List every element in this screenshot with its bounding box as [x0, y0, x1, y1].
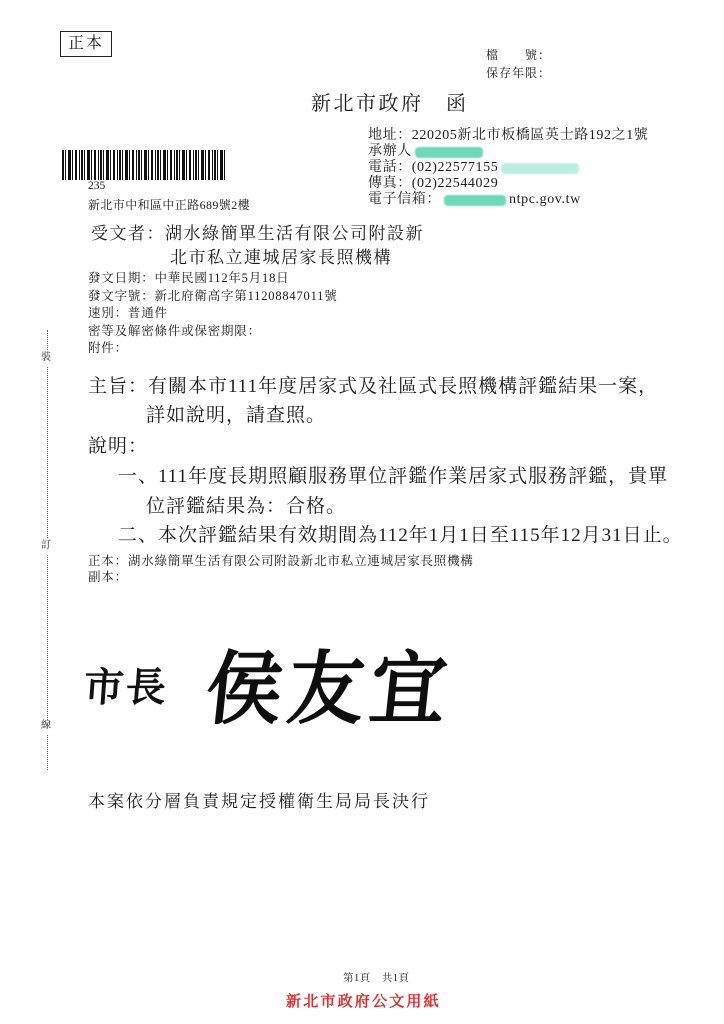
item-text: 本次評鑑結果有效期間為112年1月1日至115年12月31日止。	[158, 525, 683, 546]
document-title: 新北市政府 函	[311, 93, 469, 115]
file-number-label: 檔 號：	[486, 48, 552, 62]
address-line	[368, 128, 648, 144]
item-number: 一、	[118, 466, 159, 487]
redaction-mark	[415, 147, 483, 158]
phone-line	[368, 160, 648, 176]
explanation-label: 說明：	[88, 436, 149, 457]
binding-mark: 訂	[41, 538, 51, 554]
subject-text-1: 有關本市111年度居家式及社區式長照機構評鑑結果一案，	[148, 376, 659, 397]
binding-mark: 線	[41, 718, 51, 734]
binding-mark: 裝	[41, 350, 51, 366]
explanation-item-2	[118, 520, 683, 547]
confidentiality: 密等及解密條件或保密期限：	[88, 323, 261, 338]
contact-block	[368, 128, 648, 208]
delegation-note: 本案依分層負責規定授權衛生局局長決行	[88, 792, 430, 811]
item-text: 111年度長期照顧服務單位評鑑作業居家式服務評鑑，貴單	[158, 466, 669, 487]
document-number: 發文字號：新北府衛高字第11208847011號	[88, 288, 338, 303]
mailing-postcode: 235	[88, 180, 106, 192]
recipient-label: 受文者：	[91, 224, 165, 243]
explanation-item-1	[118, 461, 668, 488]
email-label: 電子信箱：	[368, 192, 441, 207]
subject-line-1	[88, 371, 658, 398]
issue-date: 發文日期：中華民國112年5月18日	[88, 271, 290, 285]
handler-line	[368, 144, 648, 160]
subject-text-2: 詳如說明，請查照。	[146, 405, 327, 426]
explanation-item-1-continued: 位評鑑結果為：合格。	[146, 496, 347, 517]
recipient-line-1	[91, 219, 424, 244]
item-number: 二、	[118, 525, 159, 546]
fax-text: 傳真：(02)22544029	[368, 176, 499, 191]
email-suffix: ntpc.gov.tw	[509, 192, 581, 207]
phone-text: 電話：(02)22577155	[368, 160, 499, 175]
dispatch-meta	[88, 270, 338, 358]
file-info	[486, 46, 551, 82]
barcode	[62, 150, 225, 180]
original-recipient: 正本：湖水綠簡單生活有限公司附設新北市私立連城居家長照機構	[88, 554, 474, 568]
copy-mark-box: 正本	[60, 31, 112, 57]
signature-title: 市長	[82, 665, 170, 710]
mailing-address: 新北市中和區中正路689號2樓	[88, 198, 251, 212]
fax-line	[368, 176, 648, 192]
recipient-name-part-1: 湖水綠簡單生活有限公司附設新	[165, 224, 424, 243]
redaction-mark	[501, 163, 579, 174]
urgency: 速別：普通件	[88, 306, 168, 320]
official-paper-label: 新北市政府公文用紙	[286, 994, 441, 1010]
redaction-mark	[444, 195, 506, 206]
page-number: 第1頁 共1頁	[343, 973, 410, 984]
recipient-name-part-2: 北市私立連城居家長照機構	[170, 248, 392, 267]
subject-label: 主旨：	[88, 376, 149, 397]
signature-name: 侯友宜	[201, 646, 457, 735]
distribution-list	[88, 553, 474, 585]
copy-recipient: 副本：	[88, 570, 128, 584]
retention-period-label: 保存年限：	[486, 66, 552, 80]
attachments: 附件：	[88, 341, 128, 355]
address-text: 地址：220205新北市板橋區英士路192之1號	[368, 128, 649, 143]
handler-label: 承辦人	[368, 144, 412, 159]
email-line	[368, 192, 648, 208]
